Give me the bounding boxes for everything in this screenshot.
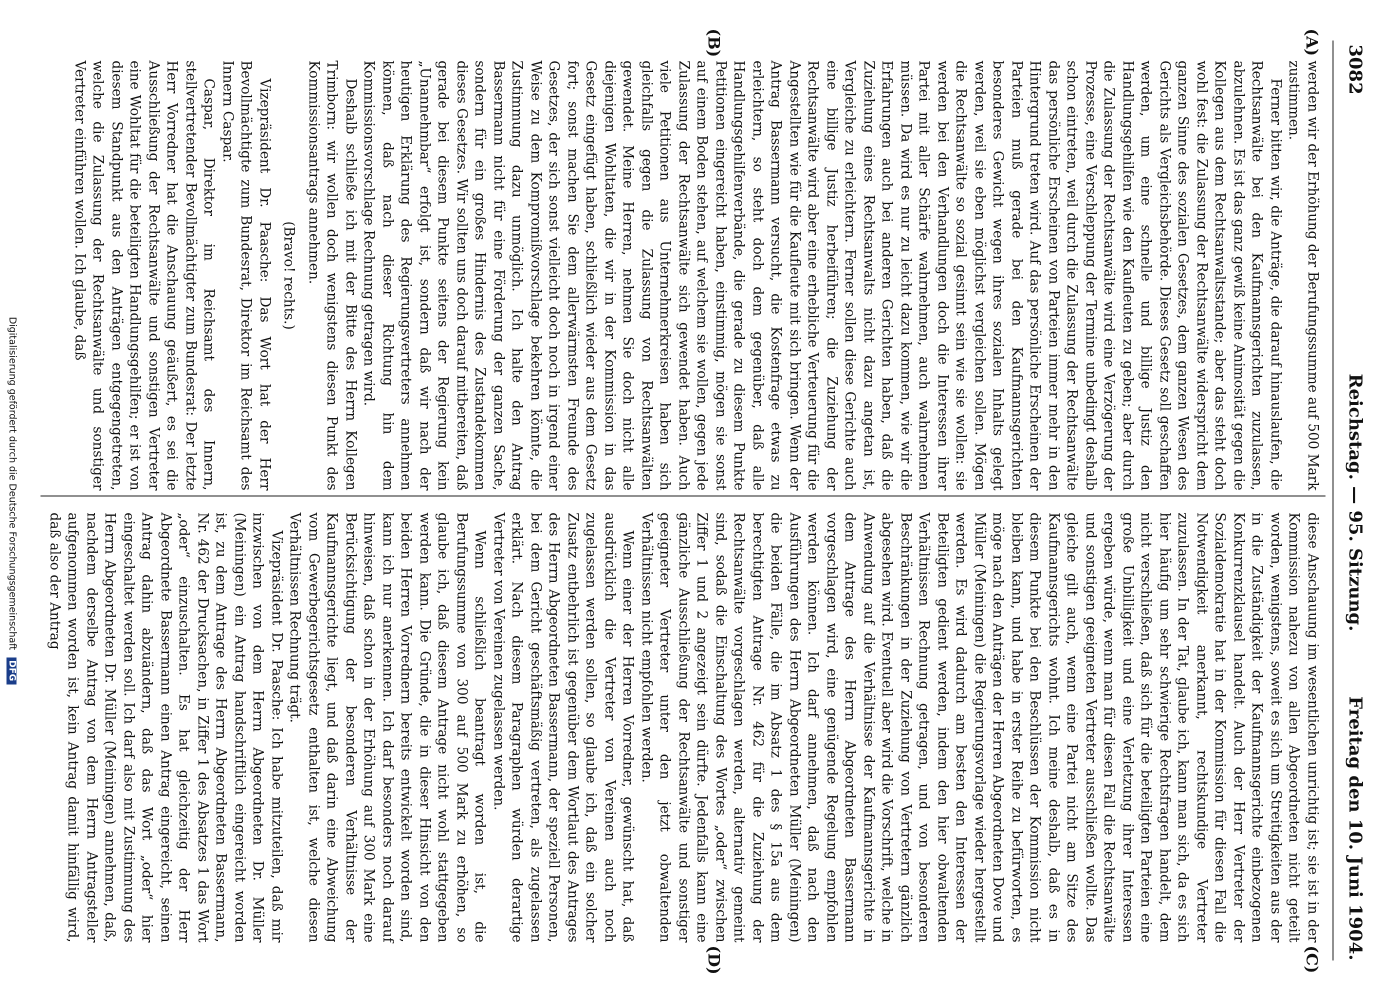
paragraph: Wenn schließlich beantragt worden ist, die Berufungssumme von 300 auf 500 Mark zu erhöhen, so glaube ich, daß diesem Antrage nicht wohl stattgegeben werden kann. Die Gründe, die in dieser Hinsicht von den beiden Herren Vorrednern bereits entwickelt worden sind, kann ich nur anerkennen. Ich darf besonders noch darauf hinweisen, daß schon in der Erhöhung auf 300 Mark eine Berücksichtigung der besonderen Verhältnisse der Kaufmannsgerichte liegt, und daß darin eine Abweichung vom Gewerbegerichtsgesetz enthalten ist, welche diesen Verhältnissen Rechnung trägt.: [286, 512, 488, 942]
applause-note: (Bravo! rechts.): [280, 220, 297, 330]
credit-text: Digitalisierung gefördert durch die Deutsche Forschungsgemeinschaft: [6, 316, 17, 650]
header-rule: [1332, 40, 1333, 960]
margin-mark-b: (B): [704, 28, 723, 57]
paragraph: Deshalb schließe ich mit der Bitte des Herrn Kollegen Trimborn: wir wollen doch wenigstens diesen Punkt des Kommissionsantrags annehmen.: [305, 60, 358, 490]
margin-mark-d: (D): [704, 945, 723, 975]
left-column: [70, 60, 1322, 490]
margin-mark-a: (A): [1302, 28, 1321, 56]
page-header: [1335, 44, 1365, 960]
session-title: Reichstag. — 95. Sitzung.: [1344, 373, 1365, 631]
margin-mark-c: (C): [1302, 945, 1321, 973]
column-divider: [40, 495, 1325, 496]
paragraph: werden wir der Erhöhung der Berufungssumme auf 500 Mark zustimmen.: [1285, 60, 1320, 490]
paragraph: Wenn einer der Herren Vorredner, gewünscht hat, daß ausdrücklich die Vertreter von Vereinen auch noch zugelassen werden sollen, so glaube ich, daß ein solcher Zusatz entbehrlich ist gegenüber dem Wortlaut des Antrages des Herrn Abgeordneten Bassermann, der speziell Personen, bei dem Gericht geschäftsmäßig vertreten, als zugelassen erklärt. Nach diesem Paragraphen würden derartige Vertreter von Vereinen zugelassen werden.: [490, 512, 636, 942]
paragraph: Ferner bitten wir, die Anträge, die darauf hinauslaufen, die Rechtsanwälte bei den Kaufmannsgerichten zuzulassen, abzulehnen. Es ist das ganz gewiß keine Animosität gegen die Kollegen aus dem Rechtsanwaltsstande; aber das steht doch wohl fest: die Zulassung der Rechtsanwälte widerspricht dem ganzen Sinne des sozialen Gesetzes, dem ganzen Wesen des Gerichts als Vergleichsbehörde. Dieses Gesetz soll geschaffen werden, um eine schnelle und billige Justiz den Handlungsgehilfen wie den Kaufleuten zu geben; aber durch die Zulassung der Rechtsanwälte wird eine Verzögerung der Prozesse, eine Verschleppung der Termine unbedingt deshalb schon eintreten, weil durch die Zulassung der Rechtsanwälte das persönliche Erscheinen von Parteien immer mehr in den Hintergrund treten wird. Auf das persönliche Erscheinen der Parteien muß gerade bei den Kaufmannsgerichten besonderes Gewicht wegen ihres sozialen Inhalts gelegt werden, weil sie eben möglichst vergleichen sollen. Mögen die Rechtsanwälte so sozial gesinnt sein wie sie wollen: sie werden bei den Verhandlungen doch die Interessen ihrer Partei mit aller Schärfe wahrnehmen, auch wahrnehmen müssen. Da wird es nur zu leicht dazu kommen, wie wir die Erfahrungen auch bei anderen Gerichten haben, daß die Zuziehung eines Rechtsanwalts nicht dazu angetan ist, Vergleiche zu erleichtern. Ferner sollen diese Gerichte auch eine billige Justiz herbeiführen; die Zuziehung der Rechtsanwälte wird aber eine erhebliche Verteuerung für die Angestellten wie für die Kaufleute mit sich bringen. Wenn der Antrag Bassermann versucht, die Kostenfrage etwas zu erleichtern, so steht doch dem gegenüber, daß alle Handlungsgehilfenverbände, die gerade zu diesem Punkte Petitionen eingereicht haben, einstimmig, mögen sie sonst auf einem Boden stehen, auf welchem sie wollen, gegen jede Zulassung der Rechtsanwälte sich gewendet haben. Auch viele Petitionen aus Unternehmerkreisen haben sich gleichfalls gegen die Zulassung von Rechtsanwälten gewendet. Meine Herren, nehmen Sie doch nicht alle diejenigen Wohltaten, die wir in der Kommission in das Gesetz eingefügt haben, schließlich wieder aus dem Gesetz fort; sonst machen Sie dem allerwärmsten Freunde des Gesetzes, der sich sonst vielleicht doch noch in irgend einer Weise zu dem Kompromißvorschlage bekehren könnte, die Zustimmung dazu unmöglich. Ich halte den Antrag Bassermann nicht für eine Förderung der ganzen Sache, sondern für ein großes Hindernis des Zustandekommen dieses Gesetzes. Wir sollten uns doch darauf mitbereiten, daß gerade bei diesem Punkte seitens der Regierung kein „Unannehmbar“ erfolgt ist, sondern daß wir nach der heutigen Erklärung des Regierungsvertreters annehmen können, daß nach dieser Richtung hin dem Kommissionsvorschlage Rechnung getragen wird.: [360, 60, 1283, 490]
page-number: 3082: [1344, 44, 1365, 95]
right-column: [45, 512, 1322, 942]
president-statement: Vizepräsident Dr. Paasche: Das Wort hat der Herr Bevollmächtigte zum Bundesrat, Direktor im Reichsamt des Innern Caspar.: [219, 60, 272, 490]
paragraph: diese Anschauung im wesentlichen unrichtig ist; sie ist in der Kommission nahezu von allen Abgeordneten nicht geteilt worden, wenigstens, soweit es sich um Streitigkeiten aus der in die Zuständigkeit der Kaufmannsgerichte einbezogenen Konkurrenzklausel handelt. Auch der Herr Vertreter der Sozialdemokratie hat in der Kommission für diesen Fall die Notwendigkeit anerkannt, rechtskundige Vertreter zuzulassen. In der Tat, glaube ich, kann man sich, da es sich hier häufig um sehr schwierige Rechtsfragen handelt, dem nicht verschließen, daß sich für die beteiligten Parteien eine große Unbilligkeit und eine Verletzung ihrer Interessen ergeben würde, wenn man für diesen Fall die Rechtsanwälte und sonstigen geeigneten Vertreter ausschließen wollte. Das gleiche gilt auch, wenn eine Partei nicht am Sitze des Kaufmannsgerichts wohnt. Ich meine deshalb, daß es in diesem Punkte bei den Beschlüssen der Kommission nicht bleiben kann, und habe in erster Reihe zu befürworten, es möge nach den Anträgen der Herren Abgeordneten Dove und Müller (Meiningen) die Regierungsvorlage wieder hergestellt werden. Es wird dadurch am besten den Interessen der Beteiligten gedient werden, indem den hier obwaltenden Verhältnissen Rechnung getragen, und von besonderen Beschränkungen in der Zuziehung von Vertretern gänzlich abgesehen wird. Eventuell aber wird die Vorschrift, welche in Anwendung auf die Verhältnisse der Kaufmannsgerichte in dem Antrage des Herrn Abgeordneten Bassermann vorgeschlagen wird, eine genügende Regelung empfohlen werden können. Ich darf annehmen, daß nach den Ausführungen des Herrn Abgeordneten Müller (Meiningen) die beiden Fälle, die im Absatz 1 des § 15a aus dem berechtigten Antrage Nr. 462 für die Zuziehung der Rechtsanwälte vorgeschlagen werden, alternativ gemeint sind, sodaß die Einschaltung des Wortes „oder“ zwischen Ziffer 1 und 2 angezeigt sein dürfte. Jedenfalls kann eine gänzliche Ausschließung der Rechtsanwälte und sonstiger geeigneter Vertreter unter den jetzt obwaltenden Verhältnissen nicht empfohlen werden.: [638, 512, 1320, 942]
dfg-credit: [6, 0, 17, 1000]
session-date: Freitag den 10. Juni 1904.: [1344, 695, 1365, 960]
president-statement: Vizepräsident Dr. Paasche: Ich habe mitzuteilen, daß mir inzwischen von dem Herrn Abgeordneten Dr. Müller (Meiningen) ein Antrag handschriftlich eingereicht worden ist, zu dem Antrage des Herrn Abgeordneten Bassermann, Nr. 462 der Drucksachen, in Ziffer 1 des Absatzes 1 das Wort „oder“ einzuschalten. Es hat gleichzeitig der Herr Abgeordnete Bassermann einen Antrag eingereicht, seinen Antrag dahin abzuändern, daß das Wort „oder“ hier eingeschaltet werden soll. Ich darf also mit Zustimmung des Herrn Abgeordneten Dr. Müller (Meiningen) annehmen, daß, nachdem derselbe Antrag von dem Herrn Antragsteller aufgenommen worden ist, kein Antrag damit hinfällig wird, daß also der Antrag: [46, 512, 284, 942]
dfg-logo: DFG: [6, 657, 16, 684]
speaker-caspar: Caspar, Direktor im Reichsamt des Innern, stellvertretender Bevollmächtigter zum Bundesrat: Der letzte Herr Vorredner hat die Anschauung geäußert, es sei die Ausschließung der Rechtsanwälte und sonstigen Vertreter eine Wohltat für die beteiligten Handlungsgehilfen; er ist von diesem Standpunkt aus den Anträgen entgegengetreten, welche die Zulassung der Rechtsanwälte und sonstiger Vertreter einführen wollen. Ich glaube, daß: [71, 60, 217, 490]
